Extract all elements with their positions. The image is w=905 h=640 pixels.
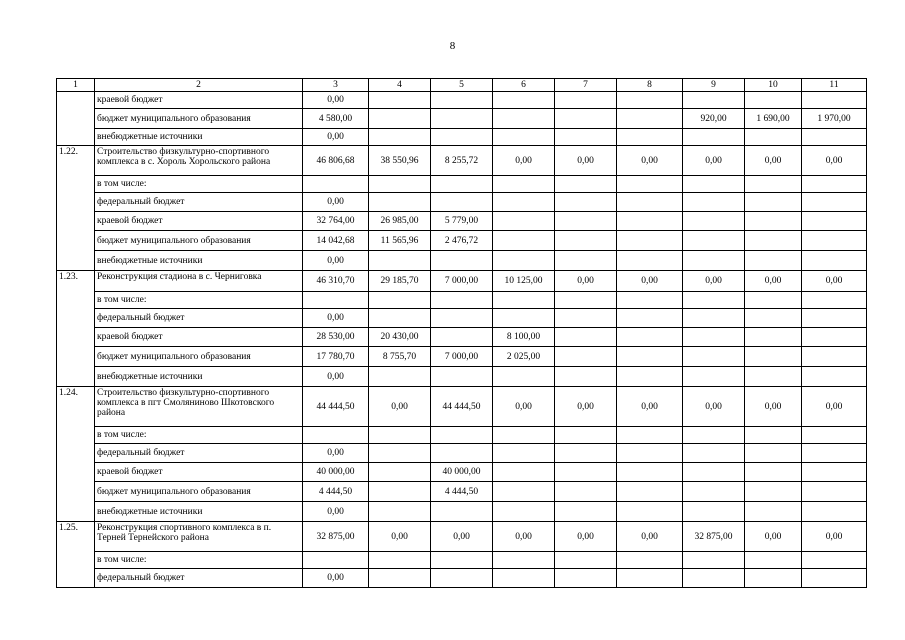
amount-cell: [683, 482, 745, 502]
amount-cell: [617, 92, 683, 109]
amount-cell: [683, 193, 745, 212]
amount-cell: 28 530,00: [303, 328, 369, 347]
amount-cell: [802, 463, 867, 482]
amount-cell: [745, 92, 802, 109]
empty-cell: [303, 427, 369, 444]
subtitle-row: [57, 427, 867, 444]
amount-cell: [617, 502, 683, 522]
amount-cell: [369, 193, 431, 212]
amount-cell: [745, 193, 802, 212]
source-label: внебюджетные источники: [95, 502, 303, 522]
amount-cell: [431, 367, 493, 387]
amount-cell: [369, 92, 431, 109]
empty-cell: [745, 176, 802, 193]
empty-cell: [617, 176, 683, 193]
amount-cell: [431, 92, 493, 109]
amount-cell: [555, 212, 617, 231]
amount-cell: 4 444,50: [431, 482, 493, 502]
source-label: внебюджетные источники: [95, 251, 303, 271]
amount-cell: [802, 482, 867, 502]
amount-cell: [369, 502, 431, 522]
source-label: федеральный бюджет: [95, 309, 303, 328]
amount-cell: [431, 193, 493, 212]
amount-cell: [683, 251, 745, 271]
column-header: 4: [369, 79, 431, 92]
empty-cell: [683, 427, 745, 444]
source-label: краевой бюджет: [95, 212, 303, 231]
amount-cell: [617, 309, 683, 328]
amount-cell: [369, 444, 431, 463]
subtitle-row: [57, 176, 867, 193]
empty-cell: [369, 176, 431, 193]
item-code-cell: [57, 92, 95, 146]
amount-cell: [745, 502, 802, 522]
amount-cell: 10 125,00: [493, 271, 555, 292]
amount-cell: [493, 482, 555, 502]
source-label: краевой бюджет: [95, 463, 303, 482]
amount-cell: [555, 92, 617, 109]
empty-cell: [493, 176, 555, 193]
amount-cell: [555, 482, 617, 502]
empty-cell: [493, 552, 555, 569]
item-code-cell: 1.23.: [57, 271, 95, 387]
amount-cell: [555, 347, 617, 367]
amount-cell: 0,00: [369, 387, 431, 427]
amount-cell: [683, 309, 745, 328]
amount-cell: [617, 328, 683, 347]
table-row: [57, 347, 867, 367]
amount-cell: [369, 367, 431, 387]
table-row: [57, 463, 867, 482]
amount-cell: 20 430,00: [369, 328, 431, 347]
amount-cell: 38 550,96: [369, 146, 431, 176]
amount-cell: [802, 367, 867, 387]
amount-cell: 0,00: [802, 271, 867, 292]
amount-cell: [745, 482, 802, 502]
source-label: краевой бюджет: [95, 92, 303, 109]
amount-cell: 0,00: [802, 522, 867, 552]
amount-cell: 0,00: [369, 522, 431, 552]
column-header-row: [57, 79, 867, 92]
amount-cell: [745, 231, 802, 251]
empty-cell: [555, 176, 617, 193]
empty-cell: [745, 292, 802, 309]
budget-table-body: [57, 79, 867, 588]
amount-cell: [683, 92, 745, 109]
empty-cell: [431, 292, 493, 309]
empty-cell: [745, 427, 802, 444]
empty-cell: [369, 292, 431, 309]
page-number: 8: [449, 40, 456, 52]
amount-cell: [369, 309, 431, 328]
amount-cell: 2 476,72: [431, 231, 493, 251]
amount-cell: 0,00: [303, 309, 369, 328]
amount-cell: [617, 463, 683, 482]
amount-cell: 0,00: [303, 569, 369, 588]
empty-cell: [617, 427, 683, 444]
amount-cell: 40 000,00: [431, 463, 493, 482]
amount-cell: 11 565,96: [369, 231, 431, 251]
amount-cell: 920,00: [683, 109, 745, 129]
source-label: бюджет муниципального образования: [95, 109, 303, 129]
amount-cell: 0,00: [802, 146, 867, 176]
amount-cell: [683, 231, 745, 251]
empty-cell: [555, 427, 617, 444]
amount-cell: 0,00: [745, 271, 802, 292]
empty-cell: [683, 552, 745, 569]
amount-cell: [745, 463, 802, 482]
amount-cell: [802, 251, 867, 271]
amount-cell: [802, 212, 867, 231]
column-header: 9: [683, 79, 745, 92]
amount-cell: [745, 309, 802, 328]
amount-cell: [802, 347, 867, 367]
empty-cell: [303, 176, 369, 193]
amount-cell: 17 780,70: [303, 347, 369, 367]
item-code-cell: 1.25.: [57, 522, 95, 588]
amount-cell: [745, 328, 802, 347]
table-row: [57, 109, 867, 129]
table-row: [57, 482, 867, 502]
empty-cell: [555, 292, 617, 309]
amount-cell: 0,00: [493, 387, 555, 427]
project-row: [57, 146, 867, 176]
amount-cell: [617, 569, 683, 588]
amount-cell: [683, 328, 745, 347]
empty-cell: [802, 427, 867, 444]
amount-cell: [802, 328, 867, 347]
amount-cell: 4 444,50: [303, 482, 369, 502]
amount-cell: [369, 251, 431, 271]
source-label: бюджет муниципального образования: [95, 482, 303, 502]
amount-cell: [555, 328, 617, 347]
amount-cell: [802, 309, 867, 328]
source-label: в том числе:: [95, 427, 303, 444]
amount-cell: [555, 367, 617, 387]
amount-cell: 8 255,72: [431, 146, 493, 176]
amount-cell: 0,00: [745, 146, 802, 176]
column-header: 6: [493, 79, 555, 92]
amount-cell: [493, 212, 555, 231]
table-row: [57, 502, 867, 522]
amount-cell: 0,00: [493, 522, 555, 552]
table-row: [57, 251, 867, 271]
empty-cell: [802, 292, 867, 309]
amount-cell: [555, 193, 617, 212]
amount-cell: [493, 109, 555, 129]
amount-cell: [493, 251, 555, 271]
amount-cell: [493, 231, 555, 251]
amount-cell: 0,00: [303, 129, 369, 146]
amount-cell: [431, 309, 493, 328]
table-row: [57, 444, 867, 463]
amount-cell: [683, 212, 745, 231]
amount-cell: 46 310,70: [303, 271, 369, 292]
empty-cell: [617, 552, 683, 569]
amount-cell: 32 875,00: [303, 522, 369, 552]
column-header: 2: [95, 79, 303, 92]
amount-cell: [683, 569, 745, 588]
amount-cell: 46 806,68: [303, 146, 369, 176]
source-label: федеральный бюджет: [95, 193, 303, 212]
project-title: Реконструкция спортивного комплекса в п. Терней Тернейского района: [95, 522, 303, 552]
empty-cell: [683, 292, 745, 309]
amount-cell: [745, 367, 802, 387]
amount-cell: 44 444,50: [431, 387, 493, 427]
amount-cell: [431, 502, 493, 522]
item-code-cell: 1.22.: [57, 146, 95, 271]
table-row: [57, 367, 867, 387]
amount-cell: [802, 569, 867, 588]
column-header: 5: [431, 79, 493, 92]
amount-cell: [617, 109, 683, 129]
amount-cell: [431, 129, 493, 146]
amount-cell: [683, 129, 745, 146]
amount-cell: [683, 367, 745, 387]
amount-cell: [369, 463, 431, 482]
table-row: [57, 309, 867, 328]
amount-cell: [369, 569, 431, 588]
source-label: краевой бюджет: [95, 328, 303, 347]
amount-cell: [802, 129, 867, 146]
amount-cell: 1 970,00: [802, 109, 867, 129]
amount-cell: [617, 367, 683, 387]
amount-cell: [802, 231, 867, 251]
table-row: [57, 231, 867, 251]
amount-cell: [555, 309, 617, 328]
subtitle-row: [57, 552, 867, 569]
amount-cell: 0,00: [303, 502, 369, 522]
amount-cell: 0,00: [617, 271, 683, 292]
empty-cell: [431, 552, 493, 569]
amount-cell: [493, 129, 555, 146]
amount-cell: [745, 347, 802, 367]
amount-cell: [745, 129, 802, 146]
source-label: бюджет муниципального образования: [95, 347, 303, 367]
amount-cell: 29 185,70: [369, 271, 431, 292]
amount-cell: 1 690,00: [745, 109, 802, 129]
empty-cell: [369, 427, 431, 444]
empty-cell: [303, 292, 369, 309]
amount-cell: 0,00: [802, 387, 867, 427]
amount-cell: 0,00: [555, 522, 617, 552]
empty-cell: [493, 427, 555, 444]
amount-cell: [617, 347, 683, 367]
amount-cell: 0,00: [555, 146, 617, 176]
amount-cell: [555, 502, 617, 522]
amount-cell: 0,00: [303, 367, 369, 387]
amount-cell: [555, 251, 617, 271]
amount-cell: [493, 444, 555, 463]
amount-cell: 0,00: [617, 387, 683, 427]
amount-cell: 4 580,00: [303, 109, 369, 129]
amount-cell: [431, 109, 493, 129]
amount-cell: 2 025,00: [493, 347, 555, 367]
amount-cell: [493, 309, 555, 328]
column-header: 8: [617, 79, 683, 92]
amount-cell: [683, 347, 745, 367]
table-row: [57, 569, 867, 588]
amount-cell: [617, 212, 683, 231]
amount-cell: [555, 231, 617, 251]
empty-cell: [555, 552, 617, 569]
amount-cell: [431, 444, 493, 463]
table-row: [57, 92, 867, 109]
amount-cell: 0,00: [555, 271, 617, 292]
amount-cell: 0,00: [617, 522, 683, 552]
amount-cell: [683, 444, 745, 463]
column-header: 10: [745, 79, 802, 92]
amount-cell: [617, 444, 683, 463]
project-row: [57, 387, 867, 427]
amount-cell: 0,00: [683, 271, 745, 292]
amount-cell: 0,00: [555, 387, 617, 427]
amount-cell: 0,00: [745, 522, 802, 552]
empty-cell: [802, 552, 867, 569]
amount-cell: [555, 129, 617, 146]
amount-cell: 0,00: [303, 92, 369, 109]
amount-cell: [617, 482, 683, 502]
amount-cell: [493, 502, 555, 522]
amount-cell: [431, 328, 493, 347]
source-label: внебюджетные источники: [95, 367, 303, 387]
project-row: [57, 271, 867, 292]
amount-cell: [745, 444, 802, 463]
amount-cell: [493, 569, 555, 588]
empty-cell: [431, 176, 493, 193]
amount-cell: [493, 92, 555, 109]
project-title: Реконструкция стадиона в с. Черниговка: [95, 271, 303, 292]
amount-cell: 0,00: [683, 146, 745, 176]
amount-cell: 0,00: [745, 387, 802, 427]
amount-cell: [617, 231, 683, 251]
amount-cell: 0,00: [303, 193, 369, 212]
subtitle-row: [57, 292, 867, 309]
amount-cell: [555, 444, 617, 463]
column-header: 3: [303, 79, 369, 92]
amount-cell: [617, 193, 683, 212]
amount-cell: [369, 482, 431, 502]
table-row: [57, 193, 867, 212]
amount-cell: [745, 212, 802, 231]
column-header: 7: [555, 79, 617, 92]
amount-cell: [802, 193, 867, 212]
empty-cell: [493, 292, 555, 309]
amount-cell: 0,00: [493, 146, 555, 176]
amount-cell: 26 985,00: [369, 212, 431, 231]
amount-cell: 40 000,00: [303, 463, 369, 482]
source-label: внебюджетные источники: [95, 129, 303, 146]
amount-cell: [802, 444, 867, 463]
amount-cell: 0,00: [303, 444, 369, 463]
source-label: бюджет муниципального образования: [95, 231, 303, 251]
source-label: в том числе:: [95, 176, 303, 193]
amount-cell: [745, 251, 802, 271]
empty-cell: [431, 427, 493, 444]
table-row: [57, 129, 867, 146]
table-row: [57, 212, 867, 231]
empty-cell: [617, 292, 683, 309]
amount-cell: 8 755,70: [369, 347, 431, 367]
amount-cell: [617, 129, 683, 146]
item-code-cell: 1.24.: [57, 387, 95, 522]
amount-cell: 0,00: [303, 251, 369, 271]
empty-cell: [745, 552, 802, 569]
empty-cell: [802, 176, 867, 193]
source-label: в том числе:: [95, 292, 303, 309]
amount-cell: [431, 251, 493, 271]
column-header: 11: [802, 79, 867, 92]
column-header: 1: [57, 79, 95, 92]
table-row: [57, 328, 867, 347]
empty-cell: [303, 552, 369, 569]
budget-table: [56, 78, 867, 588]
amount-cell: 7 000,00: [431, 271, 493, 292]
source-label: федеральный бюджет: [95, 444, 303, 463]
amount-cell: [555, 463, 617, 482]
amount-cell: 5 779,00: [431, 212, 493, 231]
amount-cell: 8 100,00: [493, 328, 555, 347]
amount-cell: 0,00: [431, 522, 493, 552]
amount-cell: [493, 463, 555, 482]
amount-cell: 32 764,00: [303, 212, 369, 231]
amount-cell: [555, 109, 617, 129]
amount-cell: [369, 129, 431, 146]
amount-cell: [431, 569, 493, 588]
amount-cell: [555, 569, 617, 588]
amount-cell: [683, 463, 745, 482]
amount-cell: [617, 251, 683, 271]
amount-cell: 0,00: [683, 387, 745, 427]
amount-cell: [683, 502, 745, 522]
amount-cell: [493, 193, 555, 212]
amount-cell: 0,00: [617, 146, 683, 176]
amount-cell: 44 444,50: [303, 387, 369, 427]
project-title: Строительство физкультурно-спортивного комплекса в пгт Смоляниново Шкотовского района: [95, 387, 303, 427]
amount-cell: [802, 92, 867, 109]
amount-cell: 32 875,00: [683, 522, 745, 552]
amount-cell: [745, 569, 802, 588]
empty-cell: [369, 552, 431, 569]
empty-cell: [683, 176, 745, 193]
amount-cell: 7 000,00: [431, 347, 493, 367]
amount-cell: 14 042,68: [303, 231, 369, 251]
source-label: федеральный бюджет: [95, 569, 303, 588]
amount-cell: [493, 367, 555, 387]
source-label: в том числе:: [95, 552, 303, 569]
project-row: [57, 522, 867, 552]
amount-cell: [369, 109, 431, 129]
amount-cell: [802, 502, 867, 522]
project-title: Строительство физкультурно-спортивного комплекса в с. Хороль Хорольского района: [95, 146, 303, 176]
